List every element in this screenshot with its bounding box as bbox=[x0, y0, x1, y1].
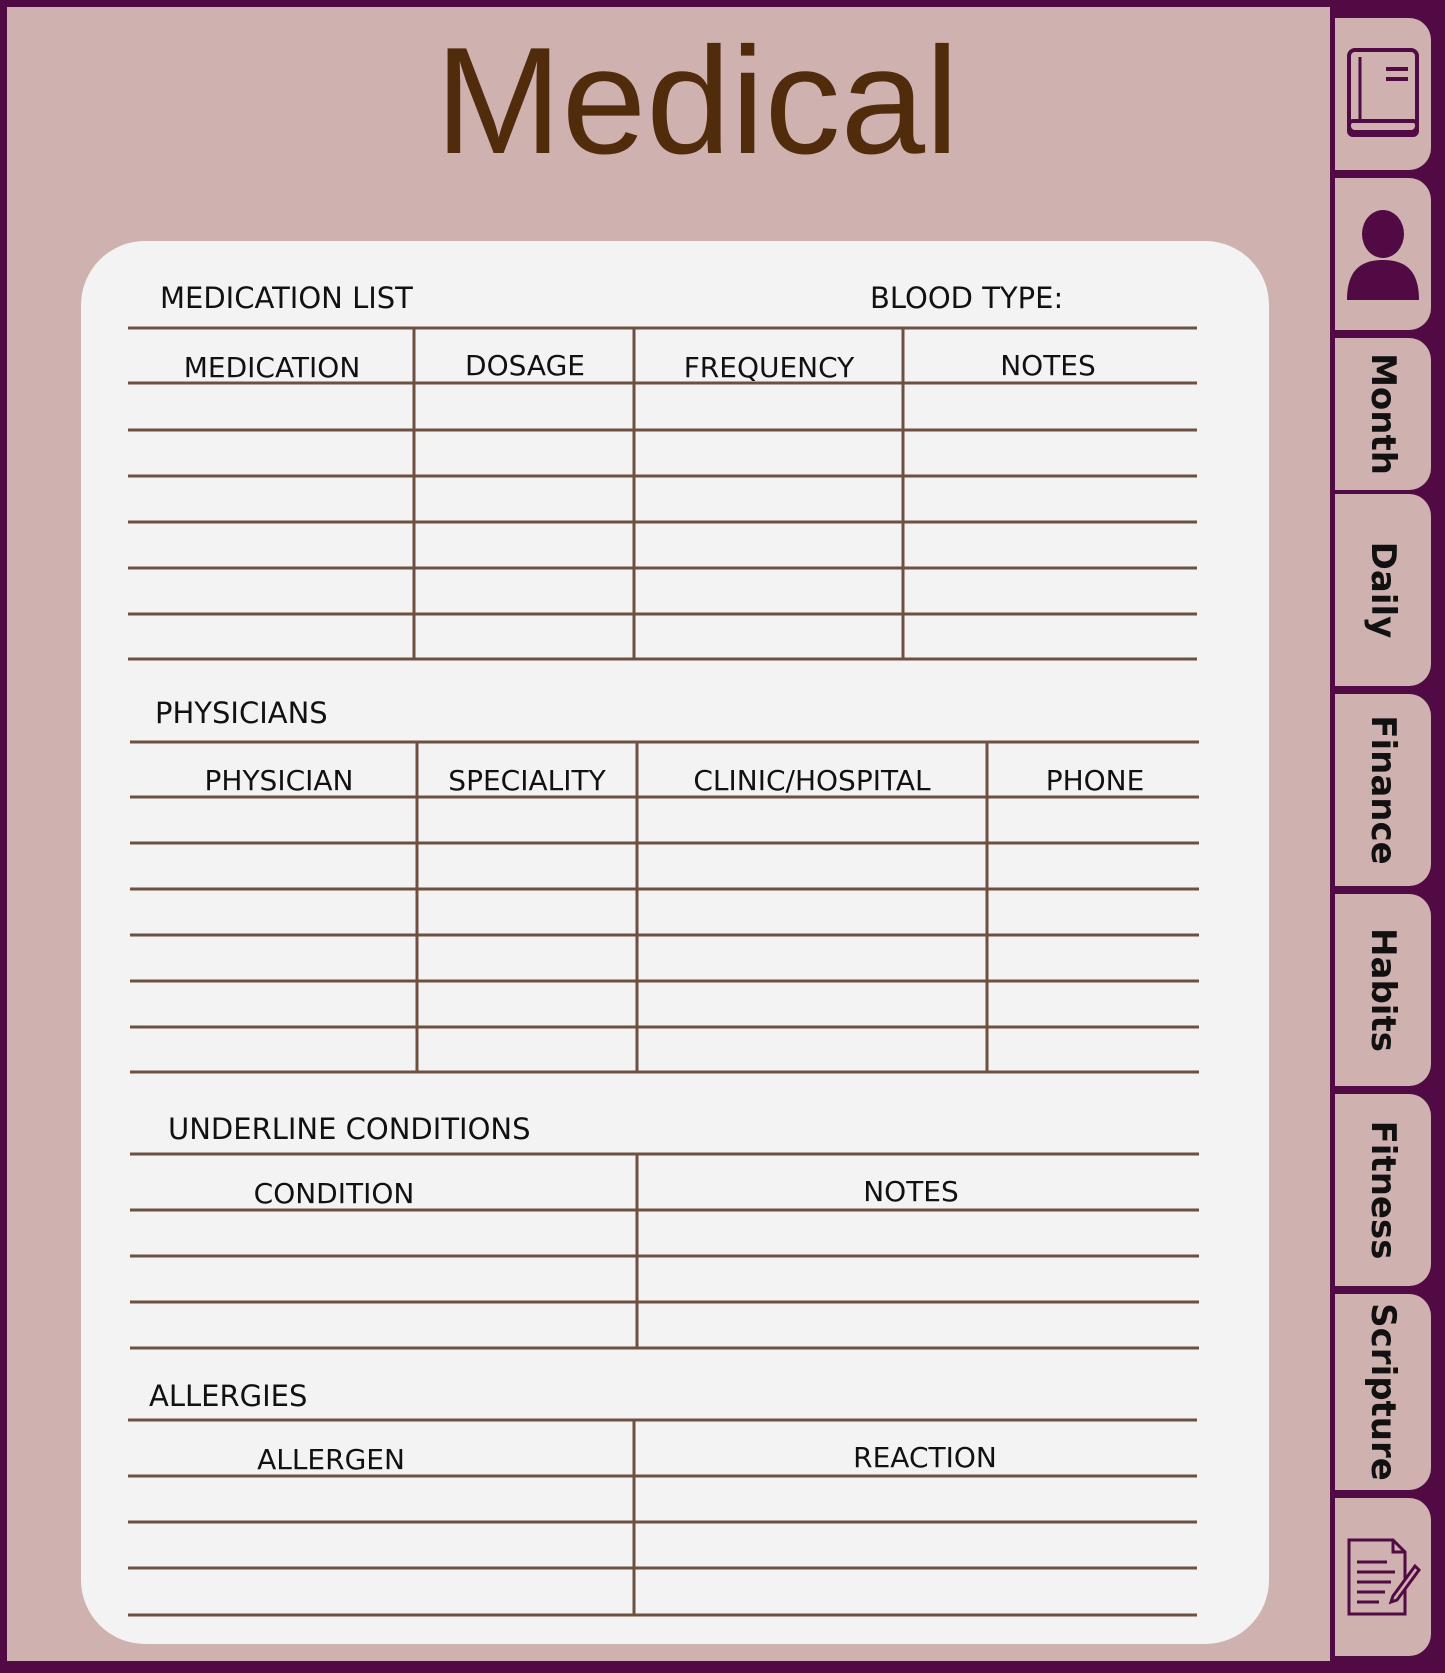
physicians-heading: PHYSICIANS bbox=[155, 696, 328, 730]
tab-profile[interactable] bbox=[1335, 178, 1431, 330]
tab-habits-label: Habits bbox=[1363, 928, 1403, 1052]
tab-month[interactable] bbox=[1335, 338, 1431, 490]
tab-scripture[interactable] bbox=[1335, 1294, 1431, 1490]
col-speciality: SPECIALITY bbox=[448, 764, 606, 797]
tab-fitness[interactable] bbox=[1335, 1094, 1431, 1286]
person-icon bbox=[1347, 208, 1419, 300]
form-card bbox=[81, 241, 1269, 1644]
col-allergen: ALLERGEN bbox=[257, 1443, 405, 1476]
notes-icon bbox=[1345, 1536, 1421, 1618]
col-physician: PHYSICIAN bbox=[204, 764, 354, 797]
page-title: Medical bbox=[435, 16, 959, 186]
col-phone: PHONE bbox=[1045, 764, 1145, 797]
col-med-notes: NOTES bbox=[1000, 349, 1096, 382]
tab-habits[interactable] bbox=[1335, 894, 1431, 1086]
blood-type-label: BLOOD TYPE: bbox=[870, 281, 1064, 315]
tab-month-label: Month bbox=[1363, 353, 1403, 475]
section-tabs bbox=[1330, 0, 1445, 1673]
col-condition: CONDITION bbox=[253, 1177, 415, 1210]
tab-fitness-label: Fitness bbox=[1363, 1120, 1403, 1260]
book-icon bbox=[1346, 47, 1420, 141]
tab-book[interactable] bbox=[1335, 18, 1431, 170]
col-frequency: FREQUENCY bbox=[683, 351, 855, 384]
tab-daily[interactable] bbox=[1335, 494, 1431, 686]
col-condition-notes: NOTES bbox=[863, 1175, 959, 1208]
tab-finance[interactable] bbox=[1335, 694, 1431, 886]
medication-list-heading: MEDICATION LIST bbox=[160, 281, 413, 315]
col-reaction: REACTION bbox=[853, 1441, 997, 1474]
col-medication: MEDICATION bbox=[183, 351, 361, 384]
col-dosage: DOSAGE bbox=[465, 349, 585, 382]
tab-daily-label: Daily bbox=[1363, 541, 1403, 639]
conditions-heading: UNDERLINE CONDITIONS bbox=[168, 1112, 531, 1146]
tab-notes[interactable] bbox=[1335, 1498, 1431, 1656]
allergies-heading: ALLERGIES bbox=[149, 1379, 308, 1413]
tab-finance-label: Finance bbox=[1363, 715, 1403, 865]
tab-scripture-label: Scripture bbox=[1363, 1303, 1403, 1481]
col-clinic-hospital: CLINIC/HOSPITAL bbox=[693, 764, 931, 797]
